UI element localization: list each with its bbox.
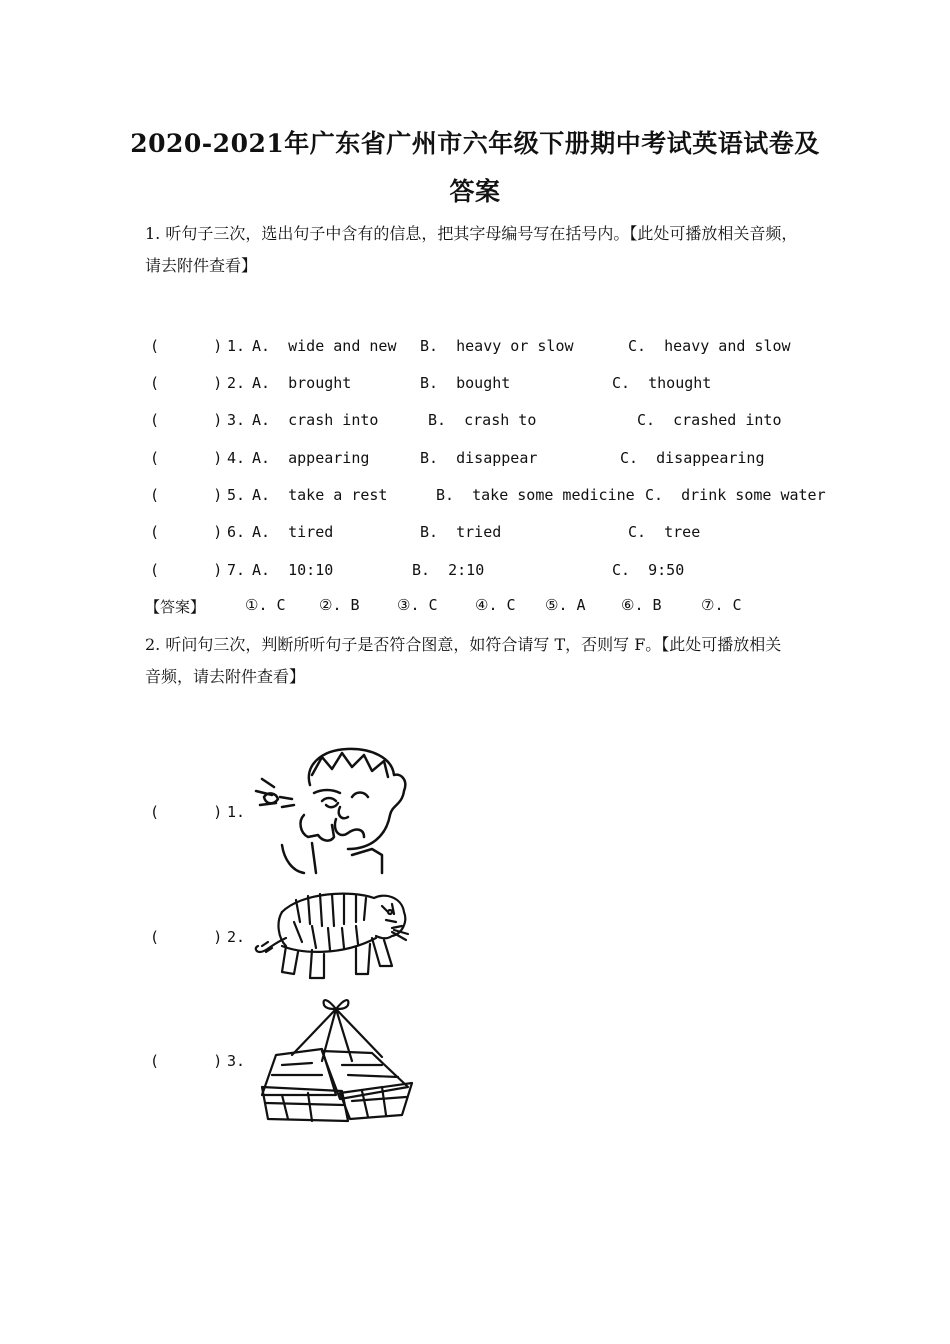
option-a: A. appearing xyxy=(252,449,370,467)
option-c: C. drink some water xyxy=(645,486,826,504)
option-b: B. take some medicine xyxy=(436,486,635,504)
option-c: C. heavy and slow xyxy=(628,337,791,355)
item-number: 1. xyxy=(227,337,246,355)
item-number: 3. xyxy=(227,411,246,429)
answer-label: 【答案】 xyxy=(145,598,206,616)
answer: ④. C xyxy=(475,596,516,614)
q1-item xyxy=(150,486,826,508)
option-a: A. wide and new xyxy=(252,337,397,355)
option-a: A. crash into xyxy=(252,411,379,429)
document-title: 2020-2021年广东省广州市六年级下册期中考试英语试卷及 xyxy=(130,129,820,158)
q1-item xyxy=(150,374,712,396)
q1-item xyxy=(150,449,765,471)
answer-blank[interactable]: ( ) xyxy=(150,928,223,946)
item-number: 3. xyxy=(227,1052,246,1070)
item-number: 2. xyxy=(227,928,246,946)
option-a: A. take a rest xyxy=(252,486,388,504)
q2-instruction-line1: 2. 听问句三次，判断所听句子是否符合图意，如符合请写 T，否则写 F。【此处可播放相关 xyxy=(145,635,782,654)
answer-blank[interactable]: ( ) xyxy=(150,1052,223,1070)
tiger-illustration xyxy=(252,882,412,987)
answer: ⑤. A xyxy=(545,596,586,614)
answer-blank[interactable]: ( ) xyxy=(150,803,223,821)
option-c: C. 9:50 xyxy=(612,561,685,579)
option-b: B. heavy or slow xyxy=(420,337,574,355)
option-b: B. bought xyxy=(420,374,511,392)
document-title-continued: 答案 xyxy=(449,177,501,206)
option-c: C. tree xyxy=(628,523,701,541)
answer-blank[interactable]: ( ) xyxy=(150,523,223,541)
q1-item xyxy=(150,523,701,545)
answer-blank[interactable]: ( ) xyxy=(150,374,223,392)
answer: ②. B xyxy=(319,596,360,614)
zongzi-illustration xyxy=(252,995,420,1125)
q1-item xyxy=(150,561,685,583)
option-c: C. crashed into xyxy=(637,411,782,429)
option-b: B. crash to xyxy=(428,411,537,429)
answer-blank[interactable]: ( ) xyxy=(150,561,223,579)
q1-instruction-line1: 1. 听句子三次，选出句子中含有的信息，把其字母编号写在括号内。【此处可播放相关音频， xyxy=(145,224,798,243)
item-number: 6. xyxy=(227,523,246,541)
sneezing-boy-illustration xyxy=(252,745,412,875)
option-b: B. 2:10 xyxy=(412,561,485,579)
item-number: 5. xyxy=(227,486,246,504)
option-a: A. tired xyxy=(252,523,334,541)
answer: ③. C xyxy=(397,596,438,614)
q1-instruction-line2: 请去附件查看】 xyxy=(145,256,258,275)
option-c: C. disappearing xyxy=(620,449,765,467)
option-c: C. thought xyxy=(612,374,712,392)
q1-item xyxy=(150,411,782,433)
answer-blank[interactable]: ( ) xyxy=(150,449,223,467)
item-number: 7. xyxy=(227,561,246,579)
option-a: A. 10:10 xyxy=(252,561,334,579)
option-b: B. tried xyxy=(420,523,502,541)
answer-blank[interactable]: ( ) xyxy=(150,411,223,429)
q2-instruction-line2: 音频，请去附件查看】 xyxy=(145,667,306,686)
answer-blank[interactable]: ( ) xyxy=(150,337,223,355)
item-number: 4. xyxy=(227,449,246,467)
item-number: 1. xyxy=(227,803,246,821)
option-b: B. disappear xyxy=(420,449,538,467)
item-number: 2. xyxy=(227,374,246,392)
q1-instruction xyxy=(145,223,810,277)
answer-blank[interactable]: ( ) xyxy=(150,486,223,504)
answer: ⑥. B xyxy=(621,596,662,614)
answer: ①. C xyxy=(245,596,286,614)
q2-instruction xyxy=(145,634,810,688)
answer: ⑦. C xyxy=(701,596,742,614)
q1-item xyxy=(150,337,791,359)
option-a: A. brought xyxy=(252,374,352,392)
